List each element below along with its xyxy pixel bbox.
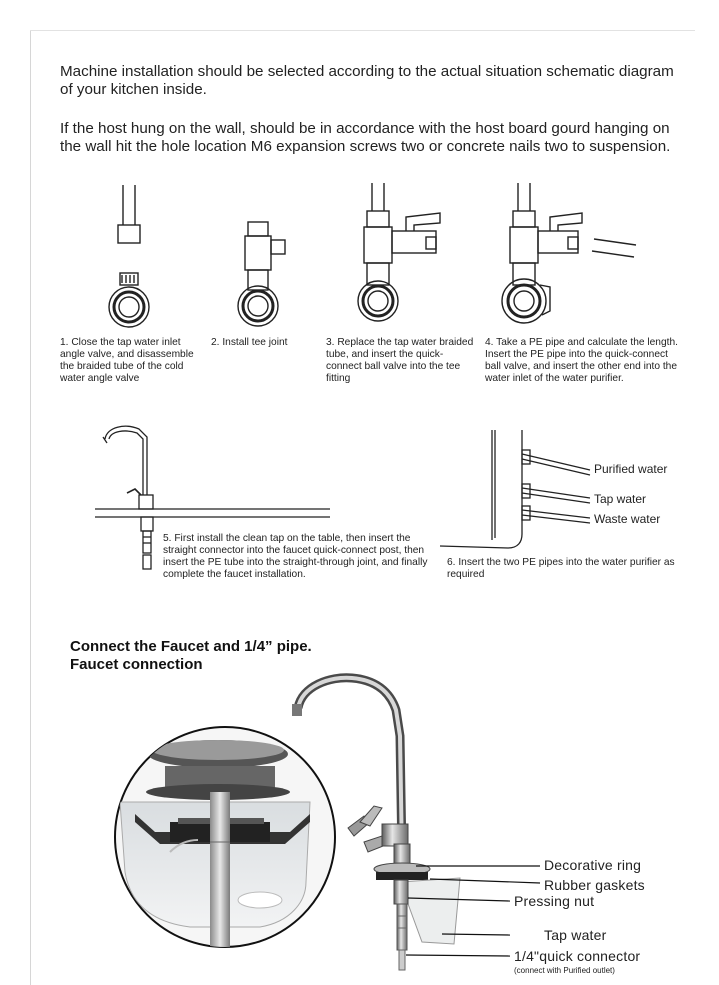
section-subtitle: Faucet connection	[70, 656, 203, 673]
step-1-caption: 1. Close the tap water inlet angle valve, and disassemble the braided tube of the cold water angle valve	[60, 337, 194, 384]
intro-paragraph-1: Machine installation should be selected according to the actual situation schematic diagram of your kitchen inside.	[60, 63, 674, 98]
step-2-caption: 2. Install tee joint	[211, 337, 288, 348]
quick-connector-note: (connect with Purified outlet)	[514, 966, 615, 975]
page-top-border	[30, 30, 695, 31]
intro-paragraph-2: If the host hung on the wall, should be in accordance with the host board gourd hanging on the wall hit the hole location M6 expansion screws two or concrete nails two to suspension.	[60, 120, 671, 155]
faucet-illustration	[290, 676, 510, 976]
quick-connector-label: 1/4"quick connector	[514, 948, 641, 964]
decorative-ring-label: Decorative ring	[544, 857, 642, 873]
step-5-caption: 5. First install the clean tap on the table, then insert the straight connector into the faucet quick-connect post, then insert the PE tube into the straight-through joint, and finally complete the faucet installation.	[163, 533, 428, 580]
step1-illustration	[100, 185, 160, 330]
step2-illustration	[220, 220, 300, 330]
step3-illustration	[350, 183, 450, 331]
rubber-gaskets-label: Rubber gaskets	[544, 877, 645, 893]
step6-illustration	[440, 430, 590, 560]
step-3-caption: 3. Replace the tap water braided tube, and insert the quick-connect ball valve into the tee fitting	[326, 337, 474, 384]
pressing-nut-label: Pressing nut	[514, 893, 595, 909]
waste-water-label: Waste water	[594, 512, 661, 526]
section-title: Connect the Faucet and 1/4” pipe.	[70, 638, 312, 655]
step-6-caption: 6. Insert the two PE pipes into the water purifier as required	[447, 557, 675, 580]
step-4-caption: 4. Take a PE pipe and calculate the length. Insert the PE pipe into the quick-connect ball valve, and insert the other end into the water inlet of the water purifier.	[485, 337, 678, 384]
page-left-border	[30, 30, 31, 985]
step4-illustration	[490, 183, 640, 331]
tap-water-part-label: Tap water	[544, 927, 607, 943]
purified-water-label: Purified water	[594, 462, 668, 476]
tap-water-label: Tap water	[594, 492, 647, 506]
